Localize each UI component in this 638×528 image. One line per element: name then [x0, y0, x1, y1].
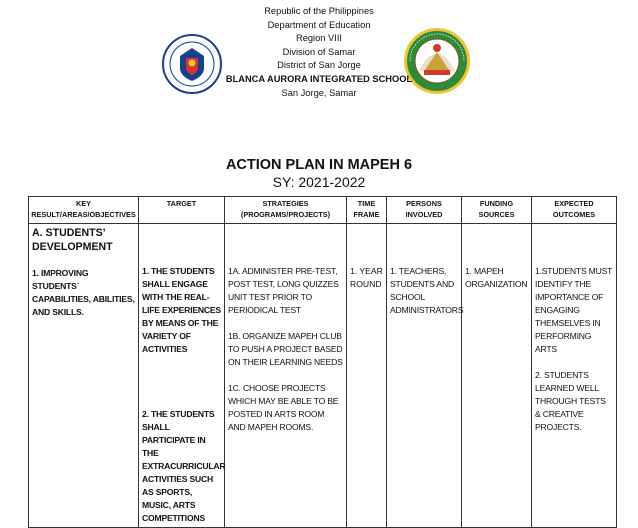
header-persons-line2: INVOLVED — [405, 210, 443, 219]
cell-strategies — [225, 224, 347, 528]
title-main: ACTION PLAN IN MAPEH 6 — [225, 157, 413, 173]
persons-text: 1. TEACHERS, STUDENTS AND SCHOOL ADMINISTRATORS — [390, 266, 464, 315]
outcome-1: 1.STUDENTS MUST IDENTIFY THE IMPORTANCE OF ENGAGING THEMSELVES IN PERFORMING ARTS — [535, 266, 613, 354]
cell-funding — [462, 224, 532, 528]
school-name: BLANCA AURORA INTEGRATED SCHOOL — [225, 73, 413, 84]
header-outcomes-line2: OUTCOMES — [552, 210, 596, 219]
header-line-department: Department of Education — [267, 19, 371, 30]
school-location: San Jorge, Samar — [281, 87, 357, 98]
section-heading: A. STUDENTS’ DEVELOPMENT — [32, 227, 113, 253]
header-time-frame — [347, 197, 387, 224]
cell-target — [139, 224, 225, 528]
action-plan-table — [28, 196, 617, 528]
kra-text: 1. IMPROVING STUDENTS` CAPABILITIES, ABILITIES, AND SKILLS. — [32, 268, 135, 317]
time-frame-text: 1. YEAR ROUND — [350, 266, 383, 289]
header-line-division: Division of Samar — [282, 46, 356, 57]
cell-time-frame — [347, 224, 387, 528]
title-school-year: SY: 2021-2022 — [272, 174, 366, 190]
header-line-district: District of San Jorge — [277, 60, 361, 71]
outcome-2: 2. STUDENTS LEARNED WELL THROUGH TESTS & CREATIVE PROJECTS. — [535, 370, 606, 432]
cell-persons — [387, 224, 462, 528]
document-title — [0, 157, 638, 190]
table-header-row — [29, 197, 617, 224]
header-key-line2: RESULT/AREAS/OBJECTIVES — [31, 210, 136, 219]
table-row — [29, 224, 617, 528]
header-line-republic: Republic of the Philippines — [264, 6, 374, 16]
header-target — [139, 197, 225, 224]
header-outcomes — [532, 197, 617, 224]
strategy-1c: 1C. CHOOSE PROJECTS WHICH MAY BE ABLE TO BE POSTED IN ARTS ROOM AND MAPEH ROOMS. — [228, 383, 339, 432]
header-strategies-line1: STRATEGIES — [262, 199, 309, 208]
header-funding-line1: FUNDING — [479, 199, 514, 208]
strategy-1a: 1A. ADMINISTER PRE-TEST, POST TEST, LONG QUIZZES UNIT TEST PRIOR TO PERIODICAL TEST — [228, 266, 339, 315]
header-key-result — [29, 197, 139, 224]
target-1: 1. THE STUDENTS SHALL ENGAGE WITH THE REAL-LIFE EXPERIENCES BY MEANS OF THE VARIETY OF ACTIVITIES — [142, 266, 221, 354]
header-strategies — [225, 197, 347, 224]
header-funding-line2: SOURCES — [478, 210, 515, 219]
strategy-1b: 1B. ORGANIZE MAPEH CLUB TO PUSH A PROJECT BASED ON THEIR LEARNING NEEDS — [228, 331, 343, 367]
header-time-line1: TIME — [357, 199, 376, 208]
target-2: 2. THE STUDENTS SHALL PARTICIPATE IN THE EXTRACURRICULAR ACTIVITIES SUCH AS SPORTS, MUSIC, ARTS COMPETITIONS — [142, 409, 226, 523]
header-target-line1: TARGET — [166, 199, 197, 208]
header-persons-line1: PERSONS — [406, 199, 442, 208]
cell-outcomes — [532, 224, 617, 528]
funding-text: 1. MAPEH ORGANIZATION — [465, 266, 528, 289]
header-key-line1: KEY — [75, 199, 91, 208]
cell-key-result — [29, 224, 139, 528]
header-time-line2: FRAME — [353, 210, 380, 219]
header-strategies-line2: (PROGRAMS/PROJECTS) — [240, 210, 331, 219]
header-persons — [387, 197, 462, 224]
header-outcomes-line1: EXPECTED — [554, 199, 594, 208]
letterhead — [0, 5, 638, 100]
header-line-region: Region VIII — [296, 33, 342, 44]
header-funding — [462, 197, 532, 224]
